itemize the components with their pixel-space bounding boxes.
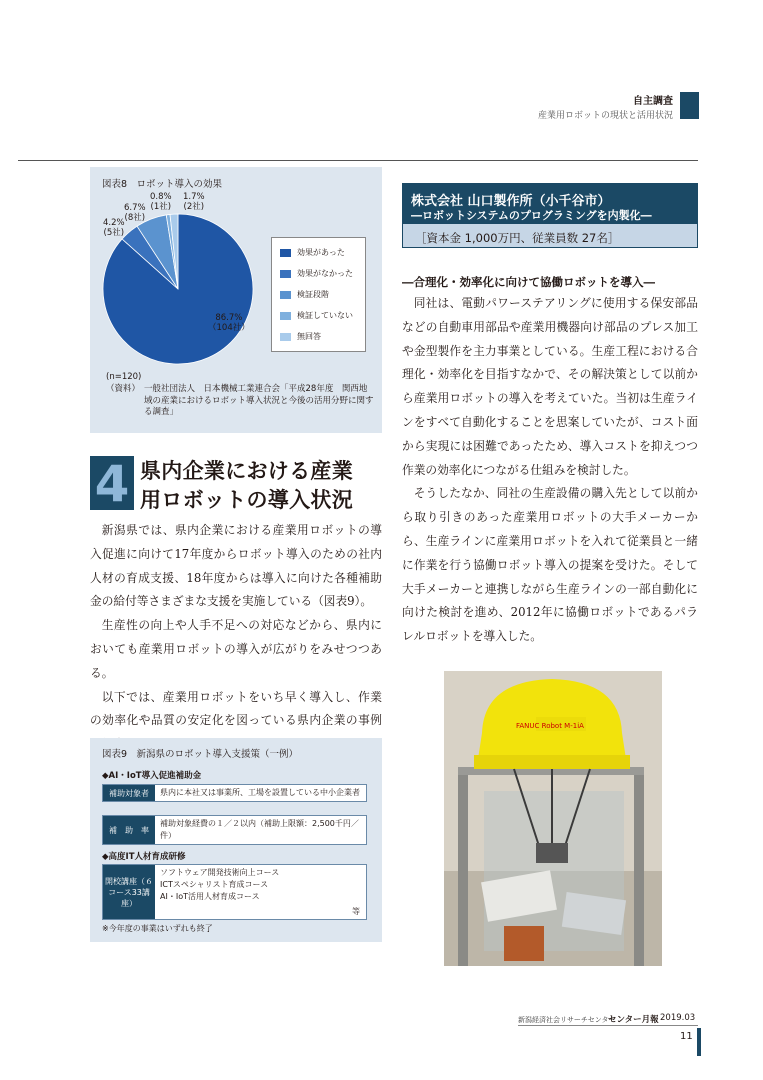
table-row — [102, 864, 367, 920]
paragraph: そうしたなか、同社の生産設備の購入先として以前から取り引きのあった産業用ロボットの大手メーカーから、生産ラインに産業用ロボットを入れて従業員と一緒に作業を行う協働ロボット導入の提案を受けた。そして大手メーカーと連携しながら生産ラインの一部自動化に向けた検討を進め、2012年に協働ロボットであるパラレルロボットを導入した。 — [402, 486, 698, 644]
paragraph: 生産性の向上や人手不足への対応などから、県内においても産業用ロボットの導入が広がりをみせつつある。 — [90, 618, 382, 680]
etc-mark: 等 — [352, 907, 360, 916]
legend-item: 無回答 — [280, 331, 321, 342]
figure-9-panel — [90, 738, 382, 942]
page-number: 11 — [680, 1031, 693, 1042]
support-group-1: ◆AI・IoT導入促進補助金 — [102, 771, 202, 781]
footer-date: 2019.03 — [660, 1013, 696, 1023]
company-tagline: ―ロボットシステムのプログラミングを内製化― — [411, 209, 652, 222]
paragraph: 新潟県では、県内企業における産業用ロボットの導入促進に向けて17年度からロボット導入のための社内人材の育成支援、18年度からは導入に向けた各種補助金の給付等さまざまな支援を実施している（図表9）。 — [90, 523, 382, 609]
paragraph: 同社は、電動パワーステアリングに使用する保安部品などの自動車用部品や産業用機器向け部品のプレス加工や金型製作を主力事業としている。生産工程における合理化・効率化を目指すなかで、その解決策として以前から産業用ロボットの導入を考えていた。当初は生産ラインをすべて自動化することを思案していたが、コスト面から実現には困難であったため、導入コストを抑えつつ作業の効率化につながる仕組みを検討した。 — [402, 296, 698, 477]
section-number-badge — [90, 455, 134, 513]
header-accent-bar — [680, 92, 699, 119]
pie-label-effective: 86.7% （104社） — [208, 313, 250, 333]
legend-swatch — [280, 333, 291, 341]
footer-magazine: センター月報 — [608, 1015, 659, 1025]
robot-label: FANUC Robot M-1iA — [516, 722, 584, 730]
company-name: 株式会社 山口製作所（小千谷市） — [411, 194, 611, 209]
pie-label-not-verified: 0.8% (1社) — [150, 192, 172, 212]
company-capital: ［資本金 1,000万円、従業員数 27名］ — [415, 231, 620, 245]
row-value: 補助対象経費の１／２以内（補助上限額：2,500千円／件） — [160, 819, 359, 840]
table-row — [102, 815, 367, 845]
figure-8-panel — [90, 167, 382, 433]
legend-item: 検証していない — [280, 310, 353, 321]
company-header — [403, 184, 697, 224]
figure-9-footnote: ※今年度の事業はいずれも終了 — [102, 924, 213, 933]
paragraph: 以下では、産業用ロボットをいち早く導入し、作業の効率化や品質の安定化を図っている県内企業の事例 — [90, 689, 382, 728]
parallel-robot-illustration — [444, 671, 662, 966]
figure-8-title: 図表8 ロボット導入の効果 — [102, 179, 223, 190]
case-subheading: ―合理化・効率化に向けて協働ロボットを導入― — [402, 275, 655, 289]
sample-size-note: (n=120) — [106, 372, 142, 382]
figure-9-title: 図表9 新潟県のロボット導入支援策（一例） — [102, 749, 299, 760]
row-value: ソフトウェア開発技術向上コース ICTスペシャリスト育成コース AI・IoT活用人材育成コース 等 — [160, 868, 360, 916]
section-category: 自主調査 — [633, 96, 673, 107]
table-row — [102, 784, 367, 802]
section-title-line2: 用ロボットの導入状況 — [140, 488, 353, 512]
source-text: 一般社団法人 日本機械工業連合会「平成28年度 関西地域の産業におけるロボット導入状況と今後の活用分野に関する調査」 — [144, 384, 374, 417]
pie-label-verifying: 6.7% (8社) — [124, 203, 146, 223]
legend-swatch — [280, 249, 291, 257]
row-value: 県内に本社又は事業所、工場を設置している中小企業者 — [160, 788, 360, 797]
legend-item: 効果がなかった — [280, 268, 353, 279]
legend-swatch — [280, 270, 291, 278]
legend-item: 効果があった — [280, 247, 345, 258]
legend-item: 検証段階 — [280, 289, 329, 300]
company-box — [402, 183, 698, 248]
robot-photo — [444, 671, 662, 966]
row-key: 補 助 率 — [103, 816, 155, 844]
page-subtitle: 産業用ロボットの現状と活用状況 — [537, 111, 673, 121]
left-body-text — [90, 519, 382, 757]
row-key: 開校講座（６コース33講座） — [103, 865, 155, 919]
footer-divider — [518, 1025, 698, 1026]
footer-organization: 新潟経済社会リサーチセンター — [518, 1016, 616, 1024]
section-number: 4 — [94, 455, 130, 513]
header-divider — [18, 160, 698, 161]
pie-label-no-answer: 1.7% (2社) — [183, 192, 205, 212]
figure-8-source — [106, 384, 374, 419]
legend-swatch — [280, 291, 291, 299]
section-title-line1: 県内企業における産業 — [140, 459, 353, 483]
support-group-2: ◆高度IT人材育成研修 — [102, 852, 186, 862]
right-body-text — [402, 292, 698, 649]
row-key: 補助対象者 — [103, 785, 155, 801]
pie-label-not-effective: 4.2% (5社) — [103, 218, 125, 238]
page-accent-bar — [697, 1028, 701, 1056]
legend-swatch — [280, 312, 291, 320]
source-key: （資料） — [106, 384, 141, 394]
pie-legend — [271, 237, 366, 352]
